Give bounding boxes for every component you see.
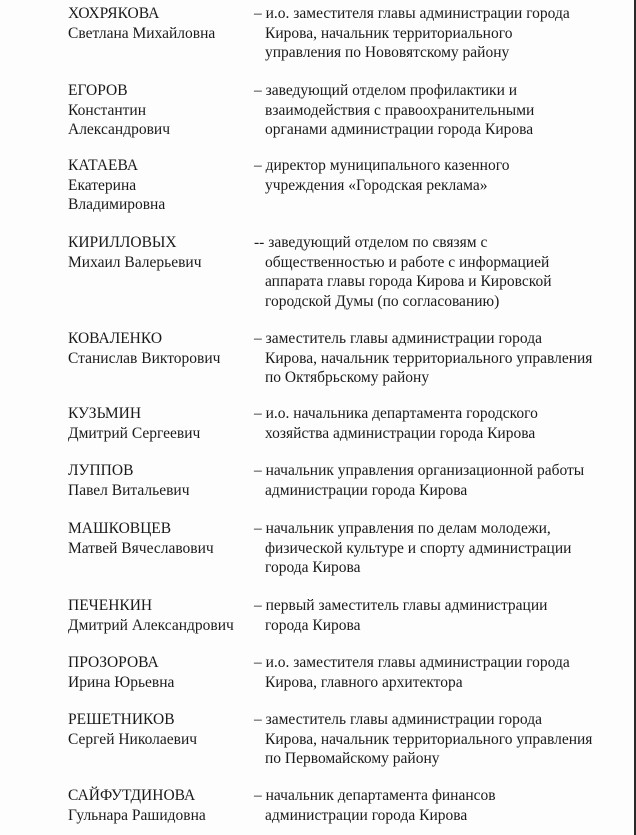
position-description bbox=[254, 233, 624, 311]
position-line: взаимодействия с правоохранительными bbox=[265, 101, 535, 119]
position-line: – начальник управления по делам молодежи, bbox=[254, 520, 551, 537]
given-name: Гульнара Рашидовна bbox=[68, 806, 206, 824]
position-line: – и.о. заместителя главы администрации города bbox=[254, 5, 570, 22]
given-name: Станислав Викторович bbox=[68, 349, 221, 367]
position-description bbox=[254, 329, 624, 388]
position-line: – и.о. начальника департамента городского bbox=[254, 405, 538, 422]
position-line: управления по Нововятскому району bbox=[265, 44, 510, 61]
position-line: – и.о. заместителя главы администрации города bbox=[254, 654, 570, 671]
surname: РЕШЕТНИКОВ bbox=[68, 711, 175, 728]
surname: ПЕЧЕНКИН bbox=[68, 597, 153, 614]
surname: КОВАЛЕНКО bbox=[68, 330, 163, 347]
given-name: Михаил Валерьевич bbox=[68, 253, 202, 271]
given-name: Дмитрий Александрович bbox=[68, 616, 234, 634]
person-name bbox=[68, 653, 253, 692]
position-line: физической культуре и спорту администрации bbox=[265, 539, 572, 557]
position-line: органами администрации города Кирова bbox=[265, 121, 534, 138]
given-name: Сергей Николаевич bbox=[68, 730, 198, 748]
position-line: Кирова, начальник территориального управления bbox=[265, 730, 593, 748]
surname: ХОХРЯКОВА bbox=[68, 5, 160, 22]
position-line: – первый заместитель главы администрации bbox=[254, 597, 548, 614]
position-line: хозяйства администрации города Кирова bbox=[265, 424, 536, 442]
position-line: – заведующий отделом профилактики и bbox=[254, 82, 518, 99]
given-name: Александрович bbox=[68, 121, 170, 138]
position-line: Кирова, начальник территориального управления bbox=[265, 349, 593, 367]
position-line: Кирова, главного архитектора bbox=[265, 673, 463, 691]
person-name bbox=[68, 233, 253, 272]
position-line: города Кирова bbox=[265, 559, 361, 576]
given-name: Константин bbox=[68, 101, 146, 119]
person-name bbox=[68, 596, 253, 635]
given-name: Матвей Вячеславович bbox=[68, 539, 214, 557]
position-line: -- заведующий отделом по связям с bbox=[254, 234, 488, 251]
position-line: по Октябрьскому району bbox=[265, 369, 430, 386]
position-description bbox=[254, 786, 624, 825]
position-line: – заместитель главы администрации города bbox=[254, 711, 543, 728]
given-name: Светлана Михайловна bbox=[68, 24, 216, 42]
position-description bbox=[254, 653, 624, 692]
position-line: по Первомайскому району bbox=[265, 750, 440, 767]
surname: КУЗЬМИН bbox=[68, 405, 142, 422]
position-line: учреждения «Городская реклама» bbox=[265, 176, 488, 194]
given-name: Павел Витальевич bbox=[68, 481, 190, 499]
person-name bbox=[68, 519, 253, 558]
position-description bbox=[254, 461, 624, 500]
surname: ЛУППОВ bbox=[68, 462, 134, 479]
surname: КИРИЛЛОВЫХ bbox=[68, 234, 177, 251]
person-name bbox=[68, 4, 253, 43]
person-name bbox=[68, 786, 253, 825]
surname: МАШКОВЦЕВ bbox=[68, 520, 172, 537]
position-description bbox=[254, 4, 624, 63]
position-line: – директор муниципального казенного bbox=[254, 157, 510, 174]
position-line: аппарата главы города Кирова и Кировской bbox=[265, 273, 552, 290]
person-name bbox=[68, 710, 253, 749]
position-line: – начальник департамента финансов bbox=[254, 787, 496, 804]
position-line: города Кирова bbox=[265, 616, 361, 634]
position-line: – заместитель главы администрации города bbox=[254, 330, 543, 347]
given-name: Владимировна bbox=[68, 196, 166, 213]
person-name bbox=[68, 329, 253, 368]
person-name bbox=[68, 404, 253, 443]
position-description bbox=[254, 404, 624, 443]
person-name bbox=[68, 81, 253, 140]
position-description bbox=[254, 596, 624, 635]
position-line: Кирова, начальник территориального bbox=[265, 24, 513, 42]
position-line: общественностью и работе с информацией bbox=[265, 253, 550, 271]
position-description bbox=[254, 81, 624, 140]
surname: САЙФУТДИНОВА bbox=[68, 787, 196, 804]
person-name bbox=[68, 156, 253, 215]
position-line: администрации города Кирова bbox=[265, 806, 468, 824]
position-line: – начальник управления организационной работы bbox=[254, 462, 585, 479]
given-name: Ирина Юрьевна bbox=[68, 673, 175, 691]
position-description bbox=[254, 519, 624, 578]
given-name: Екатерина bbox=[68, 176, 137, 194]
person-name bbox=[68, 461, 253, 500]
surname: ЕГОРОВ bbox=[68, 82, 128, 99]
position-line: городской Думы (по согласованию) bbox=[265, 292, 500, 310]
position-line: администрации города Кирова bbox=[265, 481, 468, 499]
given-name: Дмитрий Сергеевич bbox=[68, 424, 201, 442]
surname: КАТАЕВА bbox=[68, 157, 139, 174]
surname: ПРОЗОРОВА bbox=[68, 654, 159, 671]
position-description bbox=[254, 710, 624, 769]
position-description bbox=[254, 156, 624, 195]
